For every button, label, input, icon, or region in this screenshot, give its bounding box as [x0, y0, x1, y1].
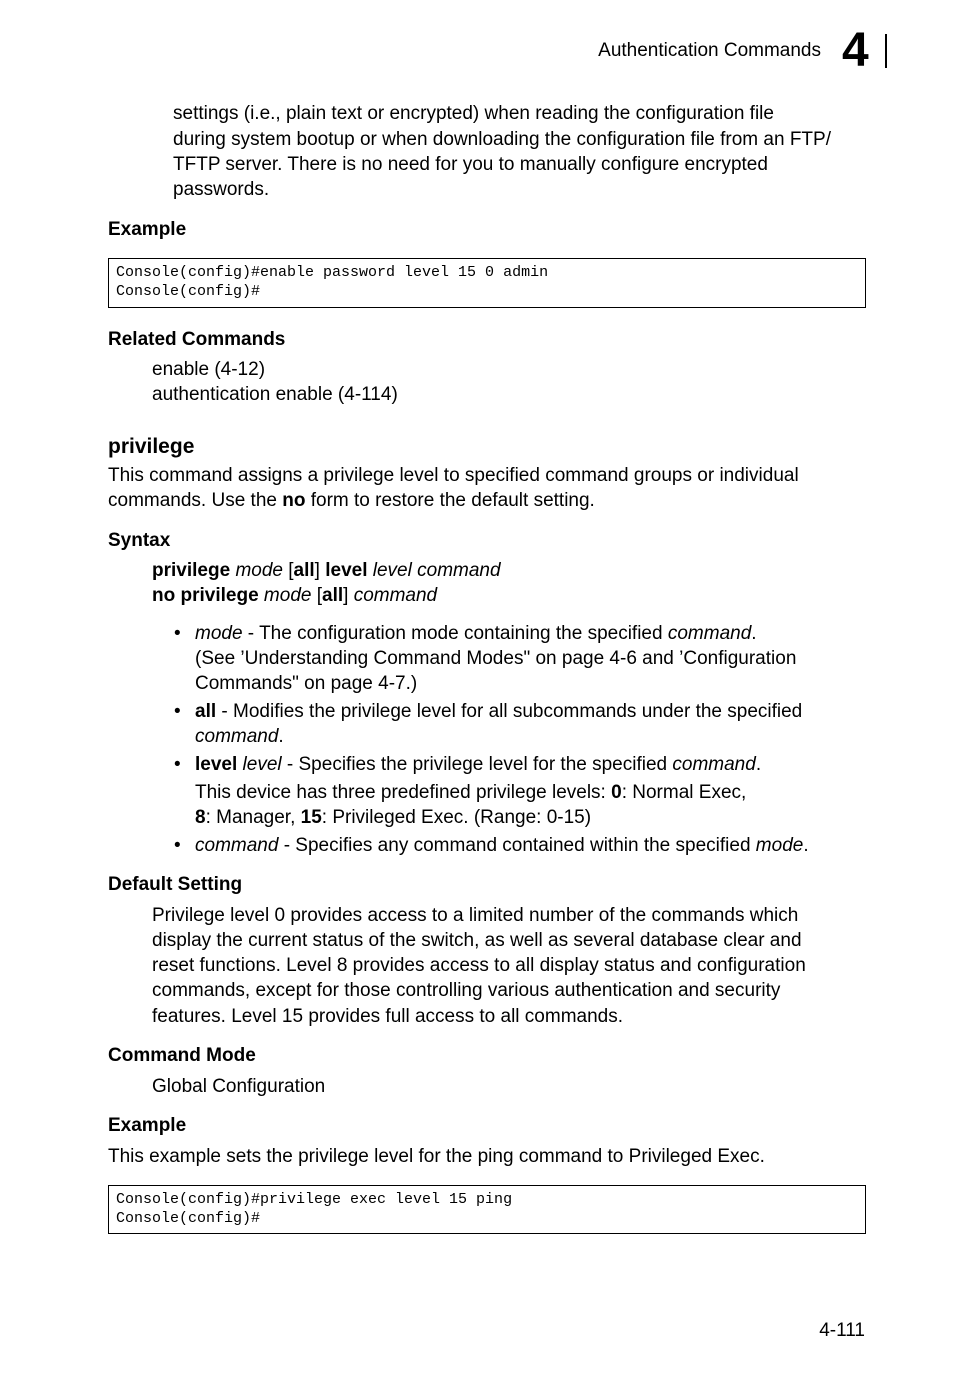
code-block: [108, 258, 866, 308]
command-mode-value: Global Configuration: [152, 1076, 326, 1097]
related-command-item: authentication enable (4-114): [152, 384, 398, 405]
code-line: Console(config)#privilege exec level 15 ping: [116, 1191, 513, 1208]
param-command-line: command - Specifies any command contained within the specified mode.: [195, 835, 809, 856]
param-all-line: all - Modifies the privilege level for all subcommands under the specified: [195, 701, 803, 722]
param-level-line: level level - Specifies the privilege level for the specified command.: [195, 754, 762, 775]
example-description: This example sets the privilege level for the ping command to Privileged Exec.: [108, 1146, 765, 1167]
command-description-line: commands. Use the no form to restore the default setting.: [108, 490, 595, 511]
bullet-marker: •: [174, 754, 181, 775]
running-header-title: Authentication Commands: [598, 40, 821, 61]
chapter-number: 4: [842, 24, 869, 77]
related-commands-heading: Related Commands: [108, 329, 286, 350]
default-setting-heading: Default Setting: [108, 874, 243, 895]
code-line: Console(config)#: [116, 1210, 261, 1227]
default-setting-line: features. Level 15 provides full access to all commands.: [152, 1006, 624, 1027]
syntax-heading: Syntax: [108, 530, 171, 551]
syntax-line: no privilege mode [all] command: [152, 585, 438, 606]
command-title: privilege: [108, 435, 195, 458]
page-number: 4-111: [819, 1320, 865, 1341]
default-setting-line: reset functions. Level 8 provides access to all display status and configuration: [152, 955, 806, 976]
intro-line: TFTP server. There is no need for you to manually configure encrypted: [173, 154, 768, 175]
code-line: Console(config)#enable password level 15 0 admin: [116, 264, 549, 281]
example-heading: Example: [108, 1115, 187, 1136]
default-setting-line: commands, except for those controlling various authentication and security: [152, 980, 781, 1001]
param-mode-line: (See ’Understanding Command Modes" on page 4-6 and ’Configuration: [195, 648, 797, 669]
related-command-item: enable (4-12): [152, 359, 266, 380]
intro-line: during system bootup or when downloading the configuration file from an FTP/: [173, 129, 831, 150]
param-mode-line: mode - The configuration mode containing the specified command.: [195, 623, 757, 644]
code-block: [108, 1185, 866, 1234]
param-mode-line: Commands" on page 4-7.): [195, 673, 418, 694]
default-setting-line: display the current status of the switch, as well as several database clear and: [152, 930, 802, 951]
code-line: Console(config)#: [116, 283, 261, 300]
bullet-marker: •: [174, 623, 181, 644]
chapter-marker-bar: [885, 34, 887, 68]
param-all-line: command.: [195, 726, 284, 747]
example-heading: Example: [108, 219, 187, 240]
command-description-line: This command assigns a privilege level to specified command groups or individual: [108, 465, 799, 486]
intro-line: passwords.: [173, 179, 270, 200]
bullet-marker: •: [174, 701, 181, 722]
default-setting-line: Privilege level 0 provides access to a limited number of the commands which: [152, 905, 799, 926]
param-level-line: This device has three predefined privilege levels: 0: Normal Exec,: [195, 782, 747, 803]
intro-line: settings (i.e., plain text or encrypted) when reading the configuration file: [173, 103, 774, 124]
syntax-line: privilege mode [all] level level command: [152, 560, 501, 581]
bullet-marker: •: [174, 835, 181, 856]
command-mode-heading: Command Mode: [108, 1045, 256, 1066]
param-level-line: 8: Manager, 15: Privileged Exec. (Range: 0-15): [195, 807, 592, 828]
